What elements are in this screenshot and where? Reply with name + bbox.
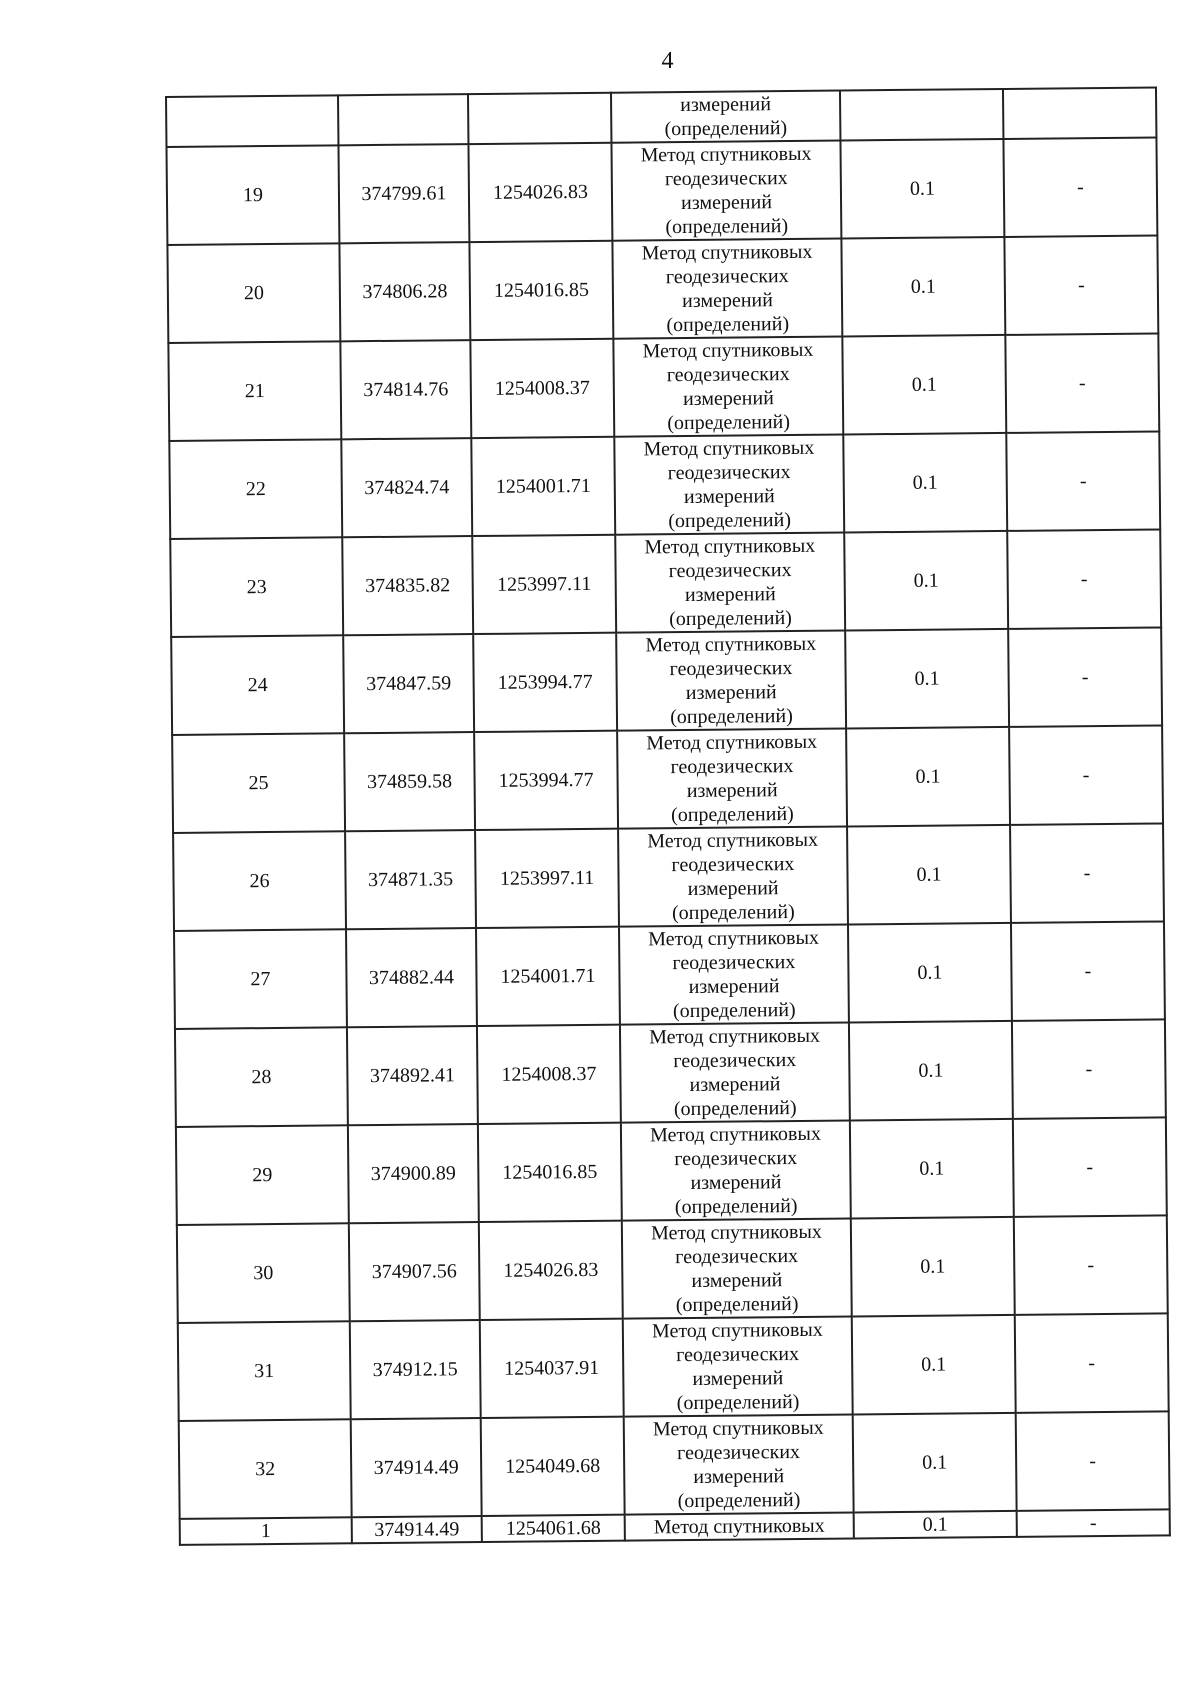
note-cell: -: [1017, 1509, 1170, 1536]
x-coordinate-cell: 374859.58: [344, 732, 475, 831]
point-number-cell: 20: [167, 243, 340, 343]
method-line: измерений: [682, 387, 774, 411]
method-line: геодезических: [671, 852, 795, 877]
method-line: (определений): [665, 215, 789, 239]
method-line: измерений: [689, 1073, 781, 1097]
method-cell: [623, 1316, 853, 1416]
accuracy-cell: 0.1: [851, 1217, 1015, 1317]
accuracy-cell: 0.1: [840, 139, 1004, 239]
accuracy-cell: 0.1: [846, 727, 1010, 827]
method-line: измерений: [685, 681, 777, 705]
method-line: Метод спутниковых: [641, 240, 813, 265]
y-coordinate-cell: 1254008.37: [470, 339, 614, 438]
method-cell: [620, 1022, 850, 1122]
y-coordinate-cell: 1254001.71: [471, 437, 615, 536]
table-row: [167, 235, 1158, 342]
x-coordinate-cell: 374806.28: [339, 242, 470, 341]
point-number-cell: 22: [169, 439, 342, 539]
method-line: Метод спутниковых: [642, 338, 814, 363]
point-number-cell: [166, 95, 338, 147]
method-line: Метод спутниковых: [649, 1024, 821, 1049]
method-line: геодезических: [665, 265, 789, 289]
method-cell: [614, 435, 844, 535]
y-coordinate-cell: 1254016.85: [469, 241, 613, 340]
note-cell: -: [1005, 333, 1159, 432]
point-number-cell: 21: [168, 341, 341, 441]
method-cell: [611, 141, 841, 241]
point-number-cell: 19: [166, 145, 339, 245]
table-row: [168, 333, 1159, 440]
method-line: Метод спутниковых: [647, 828, 819, 853]
x-coordinate-cell: 374892.41: [347, 1026, 478, 1125]
coordinates-table: [165, 86, 1171, 1545]
method-line: измерений: [686, 779, 778, 803]
y-coordinate-cell: 1254026.83: [468, 143, 612, 242]
x-coordinate-cell: [338, 94, 468, 145]
point-number-cell: 25: [172, 733, 345, 833]
table-row: [169, 431, 1160, 538]
method-cell: [611, 91, 840, 143]
method-line: (определений): [674, 1194, 798, 1219]
method-cell: [617, 728, 847, 828]
method-line: Метод спутниковых: [644, 534, 816, 559]
method-line: измерений: [692, 1367, 784, 1390]
x-coordinate-cell: 374871.35: [345, 830, 476, 929]
method-line: измерений: [683, 485, 775, 509]
note-cell: -: [1012, 1019, 1166, 1118]
method-line: (определений): [668, 509, 792, 533]
x-coordinate-cell: 374912.15: [350, 1320, 481, 1419]
coordinates-table-wrapper: [165, 86, 1169, 1545]
y-coordinate-cell: 1254026.83: [479, 1221, 623, 1320]
point-number-cell: 28: [175, 1027, 348, 1127]
point-number-cell: 27: [174, 929, 347, 1029]
method-line: Метод спутниковых: [640, 142, 812, 167]
x-coordinate-cell: 374824.74: [341, 438, 472, 537]
method-line: Метод спутниковых: [652, 1416, 824, 1441]
accuracy-cell: 0.1: [844, 531, 1008, 631]
page-number: 4: [661, 48, 674, 74]
note-cell: [1003, 87, 1156, 138]
point-number-cell: 30: [177, 1223, 350, 1323]
method-cell: [616, 630, 846, 730]
method-line: (определений): [677, 1488, 801, 1513]
x-coordinate-cell: 374900.89: [348, 1124, 479, 1223]
method-line: измерений: [681, 191, 773, 215]
table-row: [178, 1313, 1169, 1420]
method-line: измерений: [688, 975, 780, 999]
table-row: [166, 137, 1157, 244]
y-coordinate-cell: 1253994.77: [474, 731, 618, 830]
y-coordinate-cell: 1254037.91: [480, 1319, 624, 1418]
method-line: геодезических: [674, 1146, 798, 1171]
method-cell: [625, 1512, 854, 1540]
accuracy-cell: 0.1: [847, 825, 1011, 925]
point-number-cell: 29: [176, 1125, 349, 1225]
accuracy-cell: 0.1: [849, 1021, 1013, 1121]
method-line: (определений): [667, 411, 791, 435]
method-line: геодезических: [673, 1048, 797, 1073]
method-line: измерений: [691, 1269, 783, 1293]
table-row: [173, 823, 1164, 930]
y-coordinate-cell: 1254061.68: [482, 1515, 625, 1542]
x-coordinate-cell: 374814.76: [340, 340, 471, 439]
method-line: (определений): [676, 1390, 800, 1415]
table-row: [177, 1215, 1168, 1322]
method-line: геодезических: [677, 1440, 801, 1465]
table-row: [176, 1117, 1167, 1224]
x-coordinate-cell: 374907.56: [349, 1222, 480, 1321]
table-row: [174, 921, 1165, 1028]
method-line: геодезических: [672, 950, 796, 975]
method-line: Метод спутниковых: [646, 730, 818, 755]
method-cell: [622, 1218, 852, 1318]
x-coordinate-cell: 374914.49: [351, 1418, 482, 1517]
y-coordinate-cell: [468, 93, 611, 144]
point-number-cell: 26: [173, 831, 346, 931]
method-line: геодезических: [670, 754, 794, 779]
accuracy-cell: 0.1: [852, 1315, 1016, 1415]
method-line: (определений): [670, 802, 794, 827]
x-coordinate-cell: 374835.82: [342, 536, 473, 635]
method-cell: [621, 1120, 851, 1220]
method-line: Метод спутниковых: [651, 1318, 823, 1343]
note-cell: -: [1016, 1411, 1170, 1510]
note-cell: -: [1004, 235, 1158, 334]
method-line: Метод спутниковых: [643, 436, 815, 461]
method-line: измерений: [680, 93, 772, 117]
y-coordinate-cell: 1254008.37: [477, 1025, 621, 1124]
note-cell: -: [1010, 823, 1164, 922]
y-coordinate-cell: 1254049.68: [481, 1417, 625, 1516]
method-cell: [613, 337, 843, 437]
method-line: (определений): [675, 1292, 799, 1317]
note-cell: -: [1008, 627, 1162, 726]
method-line: измерений: [693, 1465, 785, 1488]
note-cell: -: [1007, 529, 1161, 628]
x-coordinate-cell: 374799.61: [338, 144, 469, 243]
point-number-cell: 1: [180, 1517, 352, 1545]
x-coordinate-cell: 374882.44: [346, 928, 477, 1027]
method-line: (определений): [671, 900, 795, 925]
x-coordinate-cell: 374914.49: [352, 1516, 482, 1543]
y-coordinate-cell: 1253994.77: [473, 633, 617, 732]
method-line: (определений): [664, 117, 788, 141]
accuracy-cell: 0.1: [854, 1511, 1017, 1539]
method-line: измерений: [687, 877, 779, 901]
method-line: Метод спутниковых: [648, 926, 820, 951]
note-cell: -: [1011, 921, 1165, 1020]
accuracy-cell: 0.1: [843, 433, 1007, 533]
point-number-cell: 31: [178, 1321, 351, 1421]
note-cell: -: [1009, 725, 1163, 824]
accuracy-cell: [840, 89, 1003, 141]
table-row: [172, 725, 1163, 832]
method-line: Метод спутниковых: [650, 1220, 822, 1245]
point-number-cell: 24: [171, 635, 344, 735]
method-line: (определений): [672, 998, 796, 1023]
y-coordinate-cell: 1253997.11: [475, 829, 619, 928]
x-coordinate-cell: 374847.59: [343, 634, 474, 733]
accuracy-cell: 0.1: [841, 237, 1005, 337]
method-line: Метод спутниковых: [650, 1122, 821, 1147]
table-row: [170, 529, 1161, 636]
method-cell: [618, 826, 848, 926]
method-line: измерений: [681, 289, 774, 313]
method-cell: [612, 239, 842, 339]
method-line: геодезических: [664, 167, 788, 191]
table-row: [179, 1411, 1170, 1518]
method-line: геодезических: [676, 1342, 800, 1367]
method-line: (определений): [673, 1096, 797, 1121]
accuracy-cell: 0.1: [853, 1413, 1017, 1513]
method-cell: [615, 533, 845, 633]
y-coordinate-cell: 1254016.85: [478, 1123, 622, 1222]
method-line: Метод спутниковых: [645, 632, 817, 657]
method-line: геодезических: [667, 461, 791, 485]
method-line: геодезических: [675, 1244, 799, 1269]
accuracy-cell: 0.1: [848, 923, 1012, 1023]
method-line: (определений): [670, 705, 793, 729]
accuracy-cell: 0.1: [850, 1119, 1014, 1219]
note-cell: -: [1006, 431, 1160, 530]
method-line: Метод спутниковых: [653, 1514, 825, 1539]
point-number-cell: 32: [179, 1419, 352, 1519]
table-row: [171, 627, 1162, 734]
method-line: измерений: [690, 1171, 782, 1195]
method-line: геодезических: [668, 559, 792, 583]
method-cell: [624, 1414, 854, 1514]
method-line: (определений): [669, 607, 792, 631]
point-number-cell: 23: [170, 537, 343, 637]
note-cell: -: [1003, 137, 1157, 236]
note-cell: -: [1013, 1117, 1167, 1216]
method-line: (определений): [666, 313, 790, 337]
note-cell: -: [1014, 1215, 1168, 1314]
note-cell: -: [1015, 1313, 1169, 1412]
table-row: [175, 1019, 1166, 1126]
y-coordinate-cell: 1254001.71: [476, 927, 620, 1026]
accuracy-cell: 0.1: [842, 335, 1006, 435]
method-line: геодезических: [666, 363, 790, 387]
method-line: геодезических: [669, 657, 793, 681]
method-cell: [619, 924, 849, 1024]
method-line: измерений: [684, 583, 776, 607]
y-coordinate-cell: 1253997.11: [472, 535, 616, 634]
accuracy-cell: 0.1: [845, 629, 1009, 729]
